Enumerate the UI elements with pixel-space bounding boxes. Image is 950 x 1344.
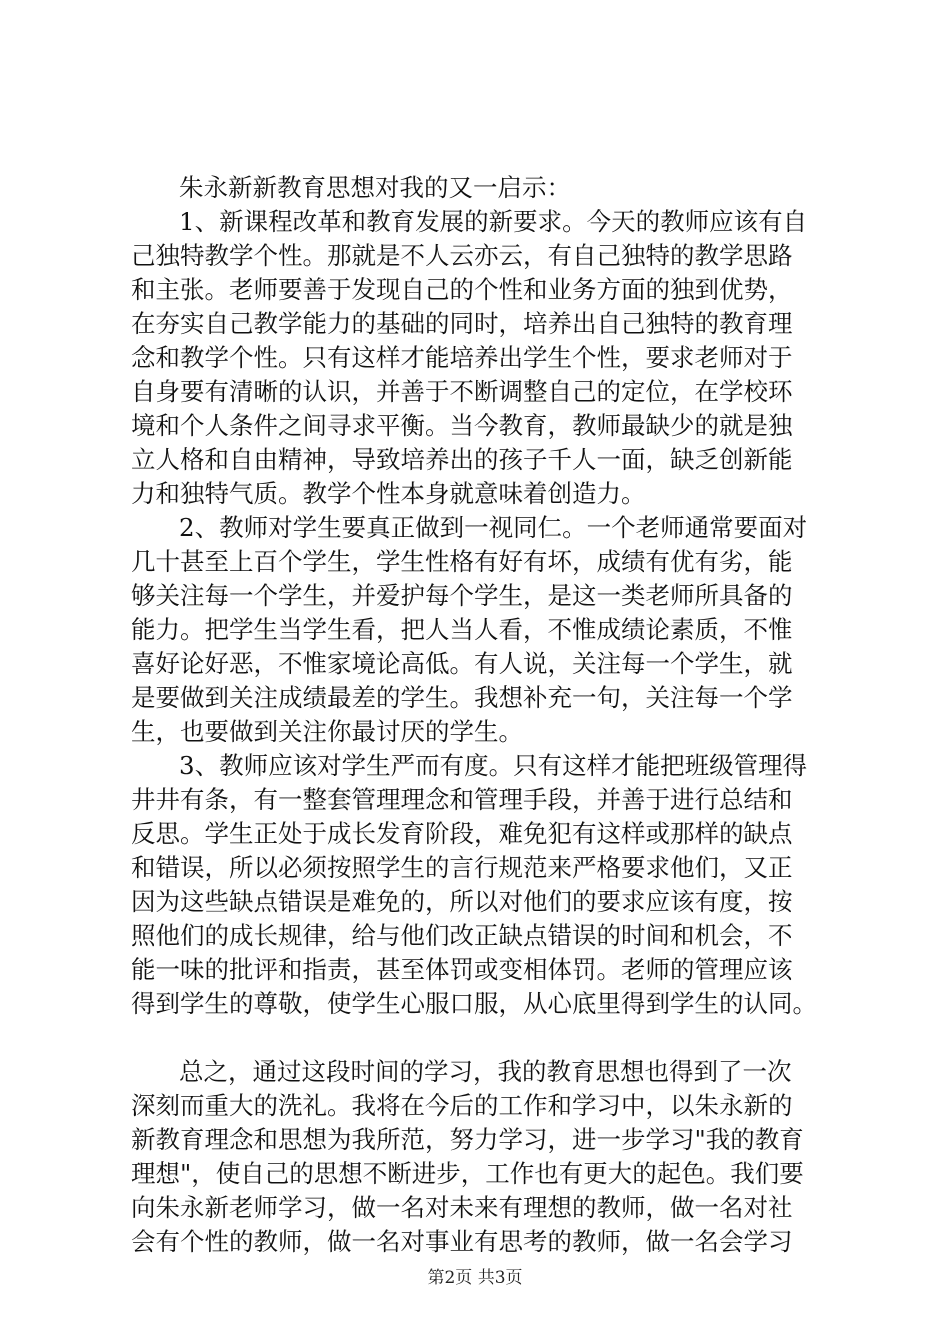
text-line: 境和个人条件之间寻求平衡。当今教育，教师最缺少的就是独 (131, 411, 793, 440)
text-line: 会有个性的教师，做一名对事业有思考的教师，做一名会学习 (131, 1227, 793, 1256)
text-line: 总之，通过这段时间的学习，我的教育思想也得到了一次 (179, 1057, 792, 1086)
text-line: 反思。学生正处于成长发育阶段，难免犯有这样或那样的缺点 (131, 819, 793, 848)
text-line: 喜好论好恶，不惟家境论高低。有人说，关注每一个学生，就 (131, 649, 793, 678)
text-line: 2、教师对学生要真正做到一视同仁。一个老师通常要面对 (179, 513, 808, 542)
text-line: 立人格和自由精神，导致培养出的孩子千人一面，缺乏创新能 (131, 445, 793, 474)
document-body (131, 171, 831, 1259)
text-line: 照他们的成长规律，给与他们改正缺点错误的时间和机会，不 (131, 921, 793, 950)
text-line: 己独特教学个性。那就是不人云亦云，有自己独特的教学思路 (131, 241, 793, 270)
text-line: 理想"，使自己的思想不断进步，工作也有更大的起色。我们要 (131, 1159, 804, 1188)
text-line: 井井有条，有一整套管理理念和管理手段，并善于进行总结和 (131, 785, 793, 814)
page-number-footer: 第2页 共3页 (427, 1268, 523, 1288)
text-line: 因为这些缺点错误是难免的，所以对他们的要求应该有度，按 (131, 887, 793, 916)
text-line: 几十甚至上百个学生，学生性格有好有坏，成绩有优有劣，能 (131, 547, 793, 576)
text-line: 能一味的批评和指责，甚至体罚或变相体罚。老师的管理应该 (131, 955, 793, 984)
text-line: 是要做到关注成绩最差的学生。我想补充一句，关注每一个学 (131, 683, 793, 712)
text-line: 和主张。老师要善于发现自己的个性和业务方面的独到优势， (131, 275, 793, 304)
text-line: 够关注每一个学生，并爱护每个学生，是这一类老师所具备的 (131, 581, 793, 610)
paragraph-heading: 朱永新新教育思想对我的又一启示： (179, 173, 571, 202)
text-line: 向朱永新老师学习，做一名对未来有理想的教师，做一名对社 (131, 1193, 793, 1222)
text-line: 念和教学个性。只有这样才能培养出学生个性，要求老师对于 (131, 343, 793, 372)
text-line: 生，也要做到关注你最讨厌的学生。 (131, 717, 523, 746)
text-line: 和错误，所以必须按照学生的言行规范来严格要求他们，又正 (131, 853, 793, 882)
text-line: 力和独特气质。教学个性本身就意味着创造力。 (131, 479, 646, 508)
text-line: 3、教师应该对学生严而有度。只有这样才能把班级管理得 (179, 751, 808, 780)
text-line: 自身要有清晰的认识，并善于不断调整自己的定位，在学校环 (131, 377, 793, 406)
text-line: 深刻而重大的洗礼。我将在今后的工作和学习中，以朱永新的 (131, 1091, 793, 1120)
text-line: 在夯实自己教学能力的基础的同时，培养出自己独特的教育理 (131, 309, 793, 338)
paragraph-gap (131, 1021, 831, 1055)
text-line: 1、新课程改革和教育发展的新要求。今天的教师应该有自 (179, 207, 808, 236)
text-line: 新教育理念和思想为我所范，努力学习，进一步学习"我的教育 (131, 1125, 804, 1154)
text-line: 得到学生的尊敬，使学生心服口服，从心底里得到学生的认同。 (131, 989, 817, 1018)
text-line: 能力。把学生当学生看，把人当人看，不惟成绩论素质，不惟 (131, 615, 793, 644)
